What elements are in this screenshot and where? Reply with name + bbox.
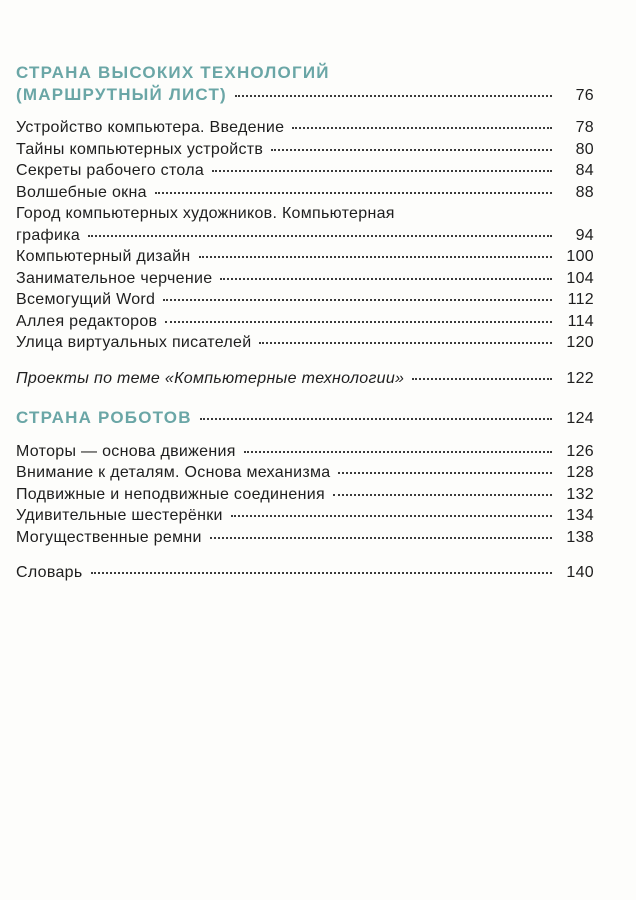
dot-leader — [163, 299, 552, 301]
dot-leader — [88, 235, 552, 237]
entry-title: Занимательное черчение — [16, 269, 213, 287]
page-number: 78 — [575, 119, 594, 136]
page-number: 140 — [566, 564, 594, 581]
dot-leader — [165, 321, 552, 323]
entry-title: графика — [16, 226, 81, 244]
entry-title-line1: Город компьютерных художников. Компьютерная — [16, 205, 395, 222]
dot-leader — [155, 192, 552, 194]
toc-entry — [16, 268, 594, 290]
dot-leader — [292, 127, 552, 129]
dot-leader — [231, 515, 552, 517]
entry-title: Улица виртуальных писателей — [16, 334, 252, 351]
toc-entry-projects — [16, 368, 594, 390]
toc-entry — [16, 225, 594, 247]
toc-entry — [16, 139, 594, 161]
toc-entry — [16, 484, 594, 506]
section-heading-robots: СТРАНА РОБОТОВ — [16, 408, 192, 427]
toc-entry — [16, 505, 594, 527]
section-heading-robots-row — [16, 407, 594, 430]
entry-title: Удивительные шестерёнки — [16, 507, 223, 524]
dot-leader — [259, 342, 552, 344]
dot-leader — [244, 451, 552, 453]
dot-leader — [210, 537, 552, 539]
page-number: 124 — [566, 410, 594, 427]
entry-title: Могущественные ремни — [16, 528, 202, 546]
page-number: 132 — [566, 485, 594, 503]
page-number: 100 — [566, 248, 594, 265]
page-number: 84 — [575, 162, 594, 179]
toc-entry — [16, 246, 594, 268]
page-number: 112 — [567, 291, 594, 308]
dot-leader — [271, 149, 552, 151]
dot-leader — [91, 572, 552, 574]
entry-title: Словарь — [16, 564, 83, 581]
page-number: 120 — [566, 334, 594, 351]
page-number: 88 — [575, 183, 594, 201]
entry-title: Секреты рабочего стола — [16, 162, 205, 179]
entry-title: Компьютерный дизайн — [16, 248, 191, 265]
dot-leader — [235, 95, 552, 97]
toc-entry — [16, 160, 594, 182]
dot-leader — [199, 256, 552, 258]
toc-entry — [16, 117, 594, 139]
page-number: 114 — [567, 312, 594, 330]
page-number: 126 — [566, 442, 594, 460]
dot-leader — [212, 170, 552, 172]
toc-entry-glossary — [16, 562, 594, 584]
dot-leader — [412, 378, 552, 380]
page-number: 80 — [575, 140, 594, 158]
table-of-contents — [16, 62, 594, 584]
page-number: 122 — [566, 369, 594, 387]
toc-entry — [16, 332, 594, 354]
page-number: 94 — [575, 226, 594, 244]
toc-entry — [16, 182, 594, 204]
dot-leader — [220, 278, 552, 280]
page-number: 138 — [566, 528, 594, 546]
entry-title: Аллея редакторов — [16, 312, 158, 330]
page-number: 134 — [566, 507, 594, 524]
section-heading-high-tech-line2: (МАРШРУТНЫЙ ЛИСТ) — [16, 84, 227, 104]
entry-title: Волшебные окна — [16, 183, 147, 201]
toc-entry — [16, 441, 594, 463]
section-heading-high-tech-line1: СТРАНА ВЫСОКИХ ТЕХНОЛОГИЙ — [16, 63, 330, 82]
dot-leader — [338, 472, 552, 474]
section-heading-high-tech-row — [16, 84, 594, 107]
entry-title: Всемогущий Word — [16, 291, 156, 308]
entry-title: Устройство компьютера. Введение — [16, 119, 285, 136]
page-number: 128 — [566, 464, 594, 481]
toc-entry — [16, 462, 594, 484]
page-number: 76 — [575, 86, 594, 104]
entry-title: Проекты по теме «Компьютерные технологии» — [16, 369, 405, 387]
entry-title: Внимание к деталям. Основа механизма — [16, 464, 331, 481]
entry-title: Моторы — основа движения — [16, 442, 236, 460]
toc-entry — [16, 527, 594, 549]
entry-title: Подвижные и неподвижные соединения — [16, 485, 325, 503]
dot-leader — [200, 418, 552, 420]
toc-entry — [16, 289, 594, 311]
entry-title: Тайны компьютерных устройств — [16, 140, 264, 158]
dot-leader — [333, 494, 552, 496]
page-number: 104 — [566, 269, 594, 287]
toc-entry — [16, 311, 594, 333]
